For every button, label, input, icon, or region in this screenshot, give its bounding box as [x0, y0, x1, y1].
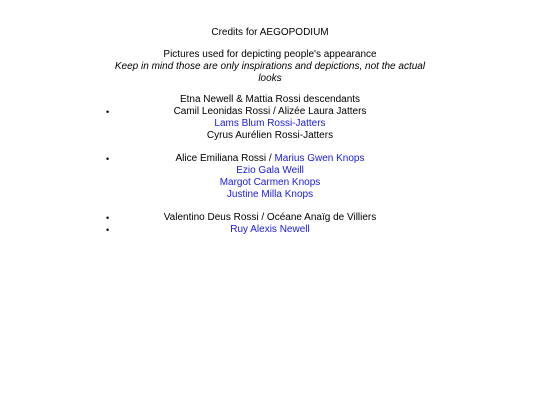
- list-bullet: •: [106, 154, 110, 164]
- list-bullet: •: [106, 107, 110, 117]
- child-link[interactable]: Ruy Alexis Newell: [230, 224, 310, 235]
- parents-entry: Valentino Deus Rossi / Océane Anaïg de Villiers: [163, 212, 377, 223]
- child-link[interactable]: Lams Blum Rossi-Jatters: [214, 118, 326, 129]
- child-link[interactable]: Justine Milla Knops: [226, 189, 314, 200]
- list-bullet: •: [106, 213, 110, 223]
- child-entry: [0, 177, 540, 189]
- child-entry: [0, 118, 540, 130]
- child-link[interactable]: Margot Carmen Knops: [219, 177, 321, 188]
- child-link[interactable]: Ezio Gala Weill: [236, 165, 304, 176]
- parents-entry: Camil Leonidas Rossi / Alizée Laura Jatters: [173, 106, 367, 117]
- intro-note-line-1: Keep in mind those are only inspirations and depictions, not the actual: [114, 61, 426, 72]
- group-header: Etna Newell & Mattia Rossi descendants: [179, 94, 361, 105]
- page-title: Credits for AEGOPODIUM: [211, 27, 329, 38]
- child-entry: [0, 224, 540, 236]
- intro-note-line-2: looks: [258, 73, 282, 84]
- list-bullet: •: [106, 225, 110, 235]
- child-entry: [0, 189, 540, 201]
- parent-name: Alice Emiliana Rossi /: [175, 153, 275, 164]
- child-entry: Cyrus Aurélien Rossi-Jatters: [206, 130, 334, 141]
- child-entry: [0, 165, 540, 177]
- parent-link[interactable]: Marius Gwen Knops: [274, 153, 365, 164]
- parents-entry: [0, 153, 540, 165]
- intro-heading: Pictures used for depicting people's appearance: [163, 49, 377, 60]
